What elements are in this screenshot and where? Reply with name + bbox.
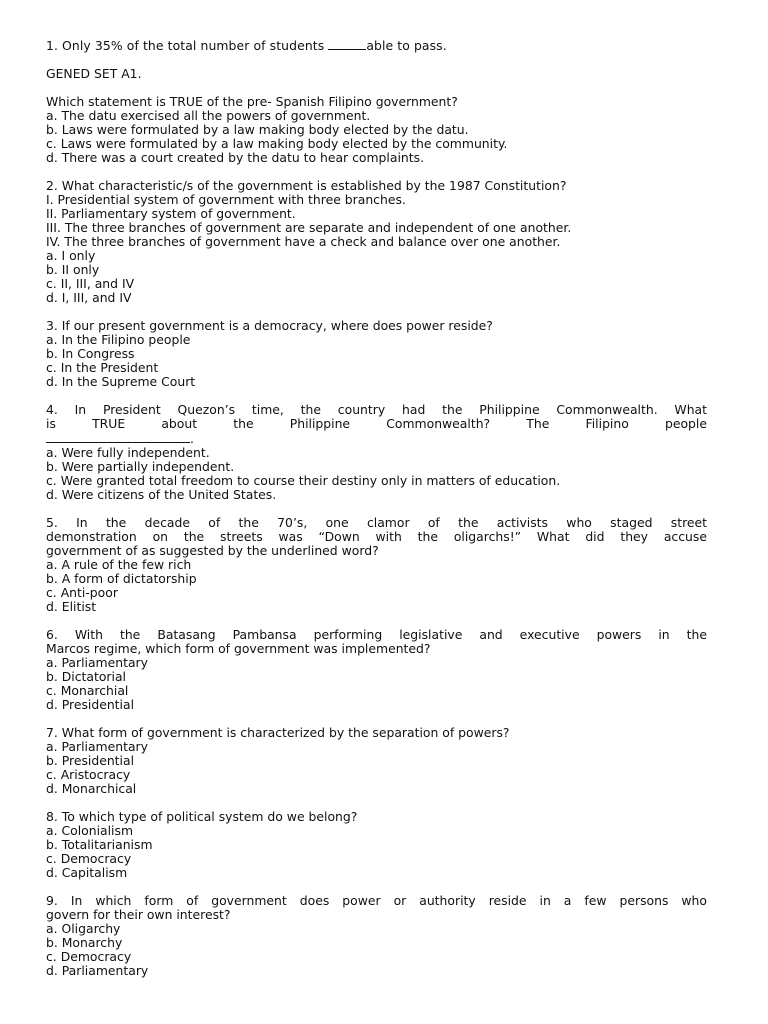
question-stem: 8. To which type of political system do we belong?	[46, 809, 358, 824]
intro-suffix: able to pass.	[366, 38, 447, 53]
question-stem-line-2: is TRUE about the Philippine Commonwealth? The Filipino people	[46, 416, 707, 431]
answer-blank	[46, 431, 190, 443]
question-6	[46, 628, 707, 712]
statement-i: I. Presidential system of government with three branches.	[46, 192, 406, 207]
choice-a: a. In the Filipino people	[46, 332, 191, 347]
question-stem-line-2: demonstration on the streets was “Down with the oligarchs!” What did they accuse	[46, 529, 707, 544]
choice-c: c. Were granted total freedom to course their destiny only in matters of education.	[46, 473, 561, 488]
question-7	[46, 726, 707, 796]
choice-b: b. In Congress	[46, 346, 135, 361]
choice-b: b. Laws were formulated by a law making body elected by the datu.	[46, 122, 469, 137]
choice-c: c. Monarchial	[46, 683, 129, 698]
choice-d: d. I, III, and IV	[46, 290, 132, 305]
statement-ii: II. Parliamentary system of government.	[46, 206, 296, 221]
choice-a: a. Oligarchy	[46, 921, 121, 936]
question-stem-line-2: Marcos regime, which form of government was implemented?	[46, 641, 431, 656]
question-stem: Which statement is TRUE of the pre- Spanish Filipino government?	[46, 94, 458, 109]
statement-iv: IV. The three branches of government have a check and balance over one another.	[46, 234, 561, 249]
question-a1	[46, 95, 707, 165]
choice-a: a. Colonialism	[46, 823, 134, 838]
choice-d: d. Parliamentary	[46, 963, 149, 978]
question-stem-line-2: govern for their own interest?	[46, 907, 231, 922]
intro-question	[46, 38, 707, 53]
choice-b: b. Monarchy	[46, 935, 123, 950]
question-stem-line-3: government of as suggested by the underlined word?	[46, 543, 379, 558]
choice-c: c. Democracy	[46, 949, 132, 964]
question-stem-line-3	[46, 431, 707, 446]
choice-d: d. Capitalism	[46, 865, 128, 880]
intro-prefix: 1. Only 35% of the total number of students	[46, 38, 329, 53]
choice-c: c. In the President	[46, 360, 159, 375]
choice-b: b. A form of dictatorship	[46, 571, 197, 586]
choice-a: a. The datu exercised all the powers of government.	[46, 108, 371, 123]
choice-c: c. Democracy	[46, 851, 132, 866]
choice-b: b. Totalitarianism	[46, 837, 153, 852]
exam-page	[46, 38, 707, 992]
choice-a: a. Were fully independent.	[46, 445, 210, 460]
question-stem-line-1: 9. In which form of government does power or authority reside in a few persons who	[46, 893, 707, 908]
question-3	[46, 319, 707, 389]
question-stem-line-1: 4. In President Quezon’s time, the country had the Philippine Commonwealth. What	[46, 402, 707, 417]
choice-d: d. Monarchical	[46, 781, 137, 796]
choice-a: a. Parliamentary	[46, 655, 148, 670]
stem-period: .	[190, 431, 194, 446]
choice-c: c. II, III, and IV	[46, 276, 135, 291]
choice-a: a. Parliamentary	[46, 739, 148, 754]
question-8	[46, 810, 707, 880]
question-stem: 3. If our present government is a democracy, where does power reside?	[46, 318, 493, 333]
choice-b: b. Presidential	[46, 753, 135, 768]
choice-d: d. Were citizens of the United States.	[46, 487, 277, 502]
question-9	[46, 894, 707, 978]
question-stem-line-1: 6. With the Batasang Pambansa performing legislative and executive powers in the	[46, 627, 707, 642]
answer-blank	[328, 38, 366, 50]
question-5	[46, 516, 707, 614]
choice-c: c. Anti-poor	[46, 585, 118, 600]
choice-d: d. In the Supreme Court	[46, 374, 196, 389]
question-stem-line-1: 5. In the decade of the 70’s, one clamor of the activists who staged street	[46, 515, 707, 530]
choice-d: d. Elitist	[46, 599, 97, 614]
question-stem: 7. What form of government is characterized by the separation of powers?	[46, 725, 510, 740]
choice-d: d. Presidential	[46, 697, 135, 712]
choice-d: d. There was a court created by the datu to hear complaints.	[46, 150, 425, 165]
choice-b: b. Were partially independent.	[46, 459, 235, 474]
choice-b: b. Dictatorial	[46, 669, 127, 684]
question-4	[46, 403, 707, 502]
choice-b: b. II only	[46, 262, 100, 277]
question-2	[46, 179, 707, 305]
set-title: GENED SET A1.	[46, 66, 142, 81]
choice-a: a. I only	[46, 248, 96, 263]
choice-c: c. Aristocracy	[46, 767, 131, 782]
question-stem: 2. What characteristic/s of the government is established by the 1987 Constitution?	[46, 178, 567, 193]
choice-c: c. Laws were formulated by a law making body elected by the community.	[46, 136, 508, 151]
choice-a: a. A rule of the few rich	[46, 557, 192, 572]
statement-iii: III. The three branches of government are separate and independent of one another.	[46, 220, 572, 235]
